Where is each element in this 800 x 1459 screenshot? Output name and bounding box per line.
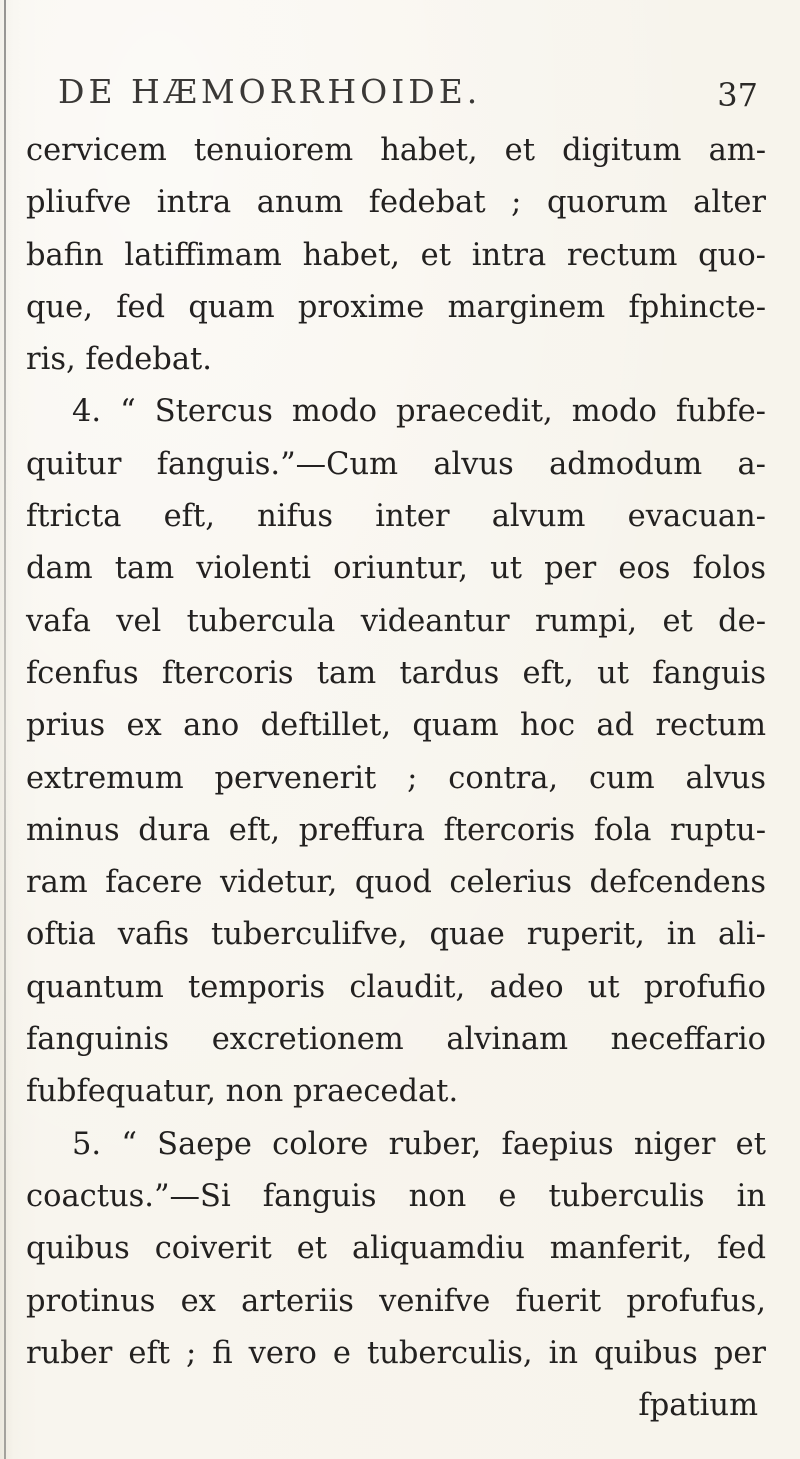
text-line: fanguinis excretionem alvinam neceffario xyxy=(26,1022,766,1058)
text-line: quibus coiverit et aliquamdiu manferit, fed xyxy=(26,1231,766,1267)
text-line: bafin latiffimam habet, et intra rectum quo- xyxy=(26,237,766,273)
text-line: fubfequatur, non praecedat. xyxy=(26,1074,459,1110)
text-line: prius ex ano deftillet, quam hoc ad rectum xyxy=(26,708,766,744)
running-title: DE HÆMORRHOIDE. xyxy=(58,72,482,111)
text-line: vafa vel tubercula videantur rumpi, et de- xyxy=(26,603,766,639)
text-line: ram facere videtur, quod celerius defcendens xyxy=(26,865,766,901)
running-header xyxy=(58,72,758,116)
text-line: dam tam violenti oriuntur, ut per eos folos xyxy=(26,551,766,587)
text-line: quantum temporis claudit, adeo ut profufio xyxy=(26,969,766,1005)
body-text xyxy=(26,125,766,1432)
text-line: ftricta eft, nifus inter alvum evacuan- xyxy=(26,499,766,535)
catchword: fpatium xyxy=(638,1388,758,1424)
text-line: coactus.”—Si fanguis non e tuberculis in xyxy=(26,1178,766,1214)
text-line: que, fed quam proxime marginem fphincte- xyxy=(26,289,766,325)
text-line: fcenfus ftercoris tam tardus eft, ut fanguis xyxy=(26,655,766,691)
text-line: 5. “ Saepe colore ruber, faepius niger et xyxy=(72,1126,766,1162)
text-line: 4. “ Stercus modo praecedit, modo fubfe- xyxy=(72,394,766,430)
text-line: pliufve intra anum fedebat ; quorum alter xyxy=(26,185,766,221)
text-line: quitur fanguis.”—Cum alvus admodum a- xyxy=(26,446,766,482)
text-line: extremum pervenerit ; contra, cum alvus xyxy=(26,760,766,796)
text-line: protinus ex arteriis venifve fuerit profufus, xyxy=(26,1283,766,1319)
binding-gutter xyxy=(4,0,6,1459)
text-line: oftia vafis tuberculifve, quae ruperit, in ali- xyxy=(26,917,766,953)
text-line: ruber eft ; fi vero e tuberculis, in quibus per xyxy=(26,1335,766,1371)
text-line: cervicem tenuiorem habet, et digitum am- xyxy=(26,133,766,168)
text-line: ris, fedebat. xyxy=(26,342,212,378)
text-line: minus dura eft, preffura ftercoris fola ruptu- xyxy=(26,812,766,848)
page-number: 37 xyxy=(717,76,758,114)
